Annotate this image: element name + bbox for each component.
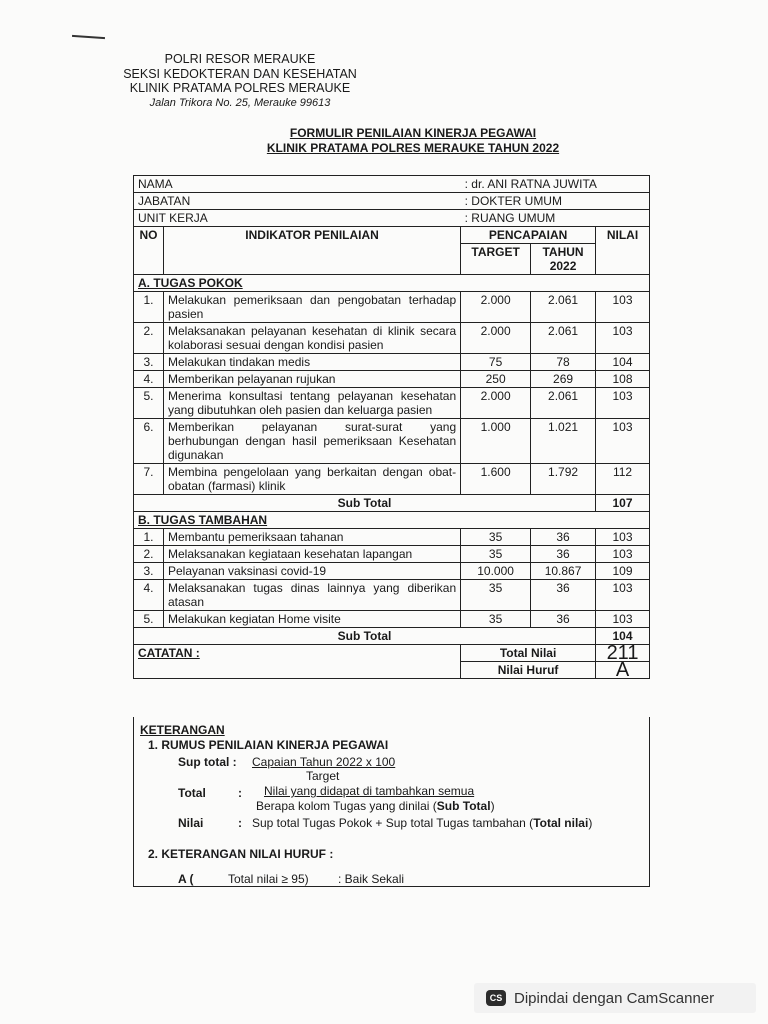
table-row <box>134 546 650 563</box>
row-tahun: 36 <box>531 546 596 563</box>
nilai-label: Nilai <box>178 816 204 830</box>
row-target: 2.000 <box>461 323 531 354</box>
row-target: 35 <box>461 529 531 546</box>
row-tahun: 1.021 <box>531 419 596 464</box>
total-row <box>134 645 650 662</box>
row-no: 4. <box>134 580 164 611</box>
total-nilai-label: Total Nilai <box>461 645 596 662</box>
camscanner-text: Dipindai dengan CamScanner <box>514 989 715 1007</box>
nilai-huruf-label: Nilai Huruf <box>461 662 596 679</box>
row-target: 250 <box>461 371 531 388</box>
row-no: 1. <box>134 292 164 323</box>
table-row <box>134 563 650 580</box>
row-nilai: 104 <box>596 354 650 371</box>
camscanner-watermark <box>474 983 756 1013</box>
row-tahun: 36 <box>531 611 596 628</box>
letterhead-line-3: KLINIK PRATAMA POLRES MERAUKE <box>129 81 351 95</box>
row-no: 2. <box>134 323 164 354</box>
row-no: 7. <box>134 464 164 495</box>
nilai-formula-bold: Total nilai <box>533 816 589 830</box>
letterhead-line-2: SEKSI KEDOKTERAN DAN KESEHATAN <box>123 66 357 81</box>
table-row <box>134 611 650 628</box>
row-target: 35 <box>461 546 531 563</box>
table-row <box>134 371 650 388</box>
row-nilai: 108 <box>596 371 650 388</box>
total-label: Total <box>178 786 206 800</box>
table-row <box>134 529 650 546</box>
form-title <box>248 126 578 156</box>
section-a-subtotal-row <box>134 495 650 512</box>
row-nilai: 103 <box>596 546 650 563</box>
table-row <box>134 419 650 464</box>
row-target: 2.000 <box>461 292 531 323</box>
total-colon: : <box>238 786 242 800</box>
sup-total-label: Sup total : <box>178 755 237 769</box>
nilai-formula <box>252 816 592 830</box>
row-target: 1.600 <box>461 464 531 495</box>
section-b-subtotal-row <box>134 628 650 645</box>
row-target: 75 <box>461 354 531 371</box>
row-indikator: Memberikan pelayanan rujukan <box>163 371 460 388</box>
section-b-subtotal-value: 104 <box>596 628 650 645</box>
row-indikator: Menerima konsultasi tentang pelayanan kesehatan yang dibutuhkan oleh pasien dan keluarga pasien <box>163 388 460 419</box>
row-tahun: 36 <box>531 529 596 546</box>
row-tahun: 78 <box>531 354 596 371</box>
row-nilai: 112 <box>596 464 650 495</box>
row-target: 1.000 <box>461 419 531 464</box>
table-row <box>134 354 650 371</box>
total-formula-2 <box>256 799 495 813</box>
row-no: 3. <box>134 354 164 371</box>
grade-a-desc: : Baik Sekali <box>338 872 405 886</box>
table-row <box>134 388 650 419</box>
row-indikator: Membantu pemeriksaan tahanan <box>163 529 460 546</box>
row-target: 2.000 <box>461 388 531 419</box>
nilai-huruf-value: A <box>596 662 650 679</box>
camscanner-icon: CS <box>486 990 506 1006</box>
row-indikator: Melakukan tindakan medis <box>163 354 460 371</box>
section-b-subtotal-label: Sub Total <box>134 628 596 645</box>
section-a-header <box>134 275 650 292</box>
row-no: 3. <box>134 563 164 580</box>
col-nilai: NILAI <box>596 227 650 275</box>
total-nilai-value: 211 <box>596 645 650 662</box>
row-nilai: 103 <box>596 419 650 464</box>
nilai-formula-prefix: Sup total Tugas Pokok + Sup total Tugas tambahan ( <box>252 816 534 830</box>
total-formula-2-prefix: Berapa kolom Tugas yang dinilai ( <box>256 799 437 813</box>
keterangan-title: KETERANGAN <box>140 723 225 737</box>
row-tahun: 10.867 <box>531 563 596 580</box>
row-indikator: Melakukan pemeriksaan dan pengobatan terhadap pasien <box>163 292 460 323</box>
section-b-title: B. TUGAS TAMBAHAN <box>134 512 650 529</box>
nilai-colon: : <box>238 816 242 830</box>
nama-label: NAMA <box>134 176 461 193</box>
section-a-subtotal-label: Sub Total <box>134 495 596 512</box>
row-no: 2. <box>134 546 164 563</box>
info-row-nama <box>134 176 650 193</box>
row-nilai: 103 <box>596 323 650 354</box>
form-title-line-2: KLINIK PRATAMA POLRES MERAUKE TAHUN 2022 <box>266 141 560 155</box>
row-indikator: Melaksanakan pelayanan kesehatan di klinik secara kolaborasi sesuai dengan kondisi pasien <box>163 323 460 354</box>
row-target: 35 <box>461 611 531 628</box>
row-nilai: 103 <box>596 580 650 611</box>
row-nilai: 109 <box>596 563 650 580</box>
total-formula: Nilai yang didapat di tambahkan semua <box>264 784 475 798</box>
row-nilai: 103 <box>596 529 650 546</box>
info-row-unit <box>134 210 650 227</box>
keterangan-item-1: 1. RUMUS PENILAIAN KINERJA PEGAWAI <box>148 738 389 752</box>
table-row <box>134 580 650 611</box>
grade-a-rule: Total nilai ≥ 95) <box>228 872 309 886</box>
row-tahun: 269 <box>531 371 596 388</box>
unit-value: : RUANG UMUM <box>461 210 650 227</box>
info-row-jabatan <box>134 193 650 210</box>
row-no: 1. <box>134 529 164 546</box>
row-indikator: Pelayanan vaksinasi covid-19 <box>163 563 460 580</box>
letterhead <box>110 52 370 110</box>
row-nilai: 103 <box>596 388 650 419</box>
section-a-subtotal-value: 107 <box>596 495 650 512</box>
row-tahun: 2.061 <box>531 323 596 354</box>
column-header-row-1 <box>134 227 650 244</box>
row-indikator: Memberikan pelayanan surat-surat yang berhubungan dengan hasil pemeriksaan Kesehatan digunakan <box>163 419 460 464</box>
col-no: NO <box>134 227 164 275</box>
col-target: TARGET <box>461 244 531 275</box>
row-tahun: 2.061 <box>531 388 596 419</box>
col-pencapaian: PENCAPAIAN <box>461 227 596 244</box>
grade-a-letter: A ( <box>178 872 194 886</box>
nama-value: : dr. ANI RATNA JUWITA <box>461 176 650 193</box>
letterhead-address: Jalan Trikora No. 25, Merauke 99613 <box>149 96 331 109</box>
row-indikator: Melakukan kegiatan Home visite <box>163 611 460 628</box>
col-indikator: INDIKATOR PENILAIAN <box>163 227 460 275</box>
table-row <box>134 464 650 495</box>
section-a-title: A. TUGAS POKOK <box>134 275 650 292</box>
keterangan-box <box>133 717 650 887</box>
row-no: 5. <box>134 611 164 628</box>
row-target: 10.000 <box>461 563 531 580</box>
row-no: 4. <box>134 371 164 388</box>
letterhead-line-1: POLRI RESOR MERAUKE <box>164 52 316 66</box>
keterangan-item-2: 2. KETERANGAN NILAI HURUF : <box>148 847 334 861</box>
row-tahun: 1.792 <box>531 464 596 495</box>
section-b-header <box>134 512 650 529</box>
form-title-line-1: FORMULIR PENILAIAN KINERJA PEGAWAI <box>289 126 537 140</box>
row-no: 5. <box>134 388 164 419</box>
row-indikator: Membina pengelolaan yang berkaitan dengan obat-obatan (farmasi) klinik <box>163 464 460 495</box>
total-formula-2-suffix: ) <box>490 799 495 813</box>
row-nilai: 103 <box>596 292 650 323</box>
jabatan-value: : DOKTER UMUM <box>461 193 650 210</box>
unit-label: UNIT KERJA <box>134 210 461 227</box>
col-tahun: TAHUN 2022 <box>531 244 596 275</box>
assessment-table <box>133 175 650 679</box>
row-target: 35 <box>461 580 531 611</box>
table-row <box>134 292 650 323</box>
jabatan-label: JABATAN <box>134 193 461 210</box>
sup-total-denominator: Target <box>306 769 340 783</box>
row-tahun: 2.061 <box>531 292 596 323</box>
total-formula-2-bold: Sub Total <box>436 799 491 813</box>
row-no: 6. <box>134 419 164 464</box>
catatan-label: CATATAN : <box>134 645 461 679</box>
sup-total-formula: Capaian Tahun 2022 x 100 <box>252 755 396 769</box>
row-indikator: Melaksanakan kegiataan kesehatan lapangan <box>163 546 460 563</box>
row-tahun: 36 <box>531 580 596 611</box>
nilai-formula-suffix: ) <box>588 816 593 830</box>
row-indikator: Melaksanakan tugas dinas lainnya yang diberikan atasan <box>163 580 460 611</box>
table-row <box>134 323 650 354</box>
row-nilai: 103 <box>596 611 650 628</box>
pen-mark <box>72 35 105 39</box>
